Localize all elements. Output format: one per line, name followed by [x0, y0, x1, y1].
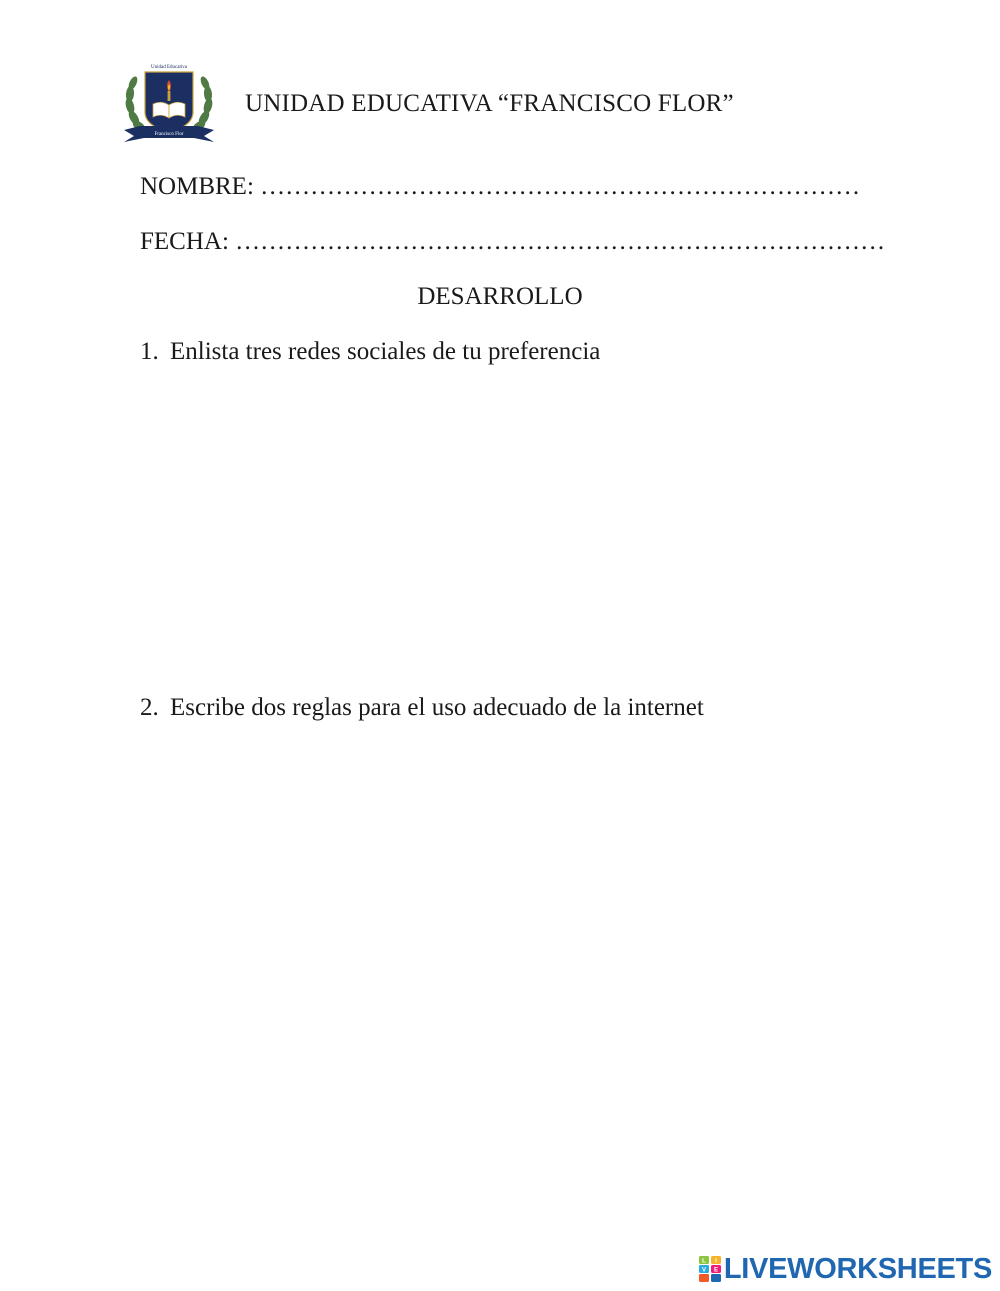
answer-area-2[interactable]: [140, 736, 860, 1216]
svg-text:I: I: [715, 1258, 717, 1265]
svg-text:V: V: [701, 1267, 706, 1274]
question-text: Enlista tres redes sociales de tu preferencia: [170, 338, 601, 365]
liveworksheets-brand: [699, 1254, 992, 1284]
laurel-left-icon: [124, 75, 147, 133]
name-field[interactable]: NOMBRE: ………………………………………………………………: [140, 173, 861, 200]
question-1: [140, 338, 600, 366]
school-logo: [120, 60, 218, 146]
brand-text: LIVEWORKSHEETS: [723, 1252, 992, 1285]
section-heading: DESARROLLO: [417, 283, 583, 310]
book-icon: [153, 102, 185, 118]
question-number: 2.: [140, 694, 159, 721]
logo-caption-banner: Francisco Flor: [154, 132, 184, 137]
school-name: UNIDAD EDUCATIVA “FRANCISCO FLOR”: [245, 90, 734, 117]
date-field[interactable]: FECHA: ……………………………………………………………………: [140, 228, 886, 255]
svg-text:E: E: [713, 1267, 718, 1274]
brand-cubes-icon: [699, 1256, 721, 1282]
question-number: 1.: [140, 338, 159, 365]
laurel-right-icon: [191, 75, 214, 133]
logo-caption-top: Unidad Educativa: [151, 65, 187, 70]
svg-text:L: L: [702, 1258, 706, 1265]
answer-area-1[interactable]: [140, 380, 860, 670]
question-text: Escribe dos reglas para el uso adecuado de la internet: [170, 694, 704, 721]
question-2: [140, 694, 704, 722]
